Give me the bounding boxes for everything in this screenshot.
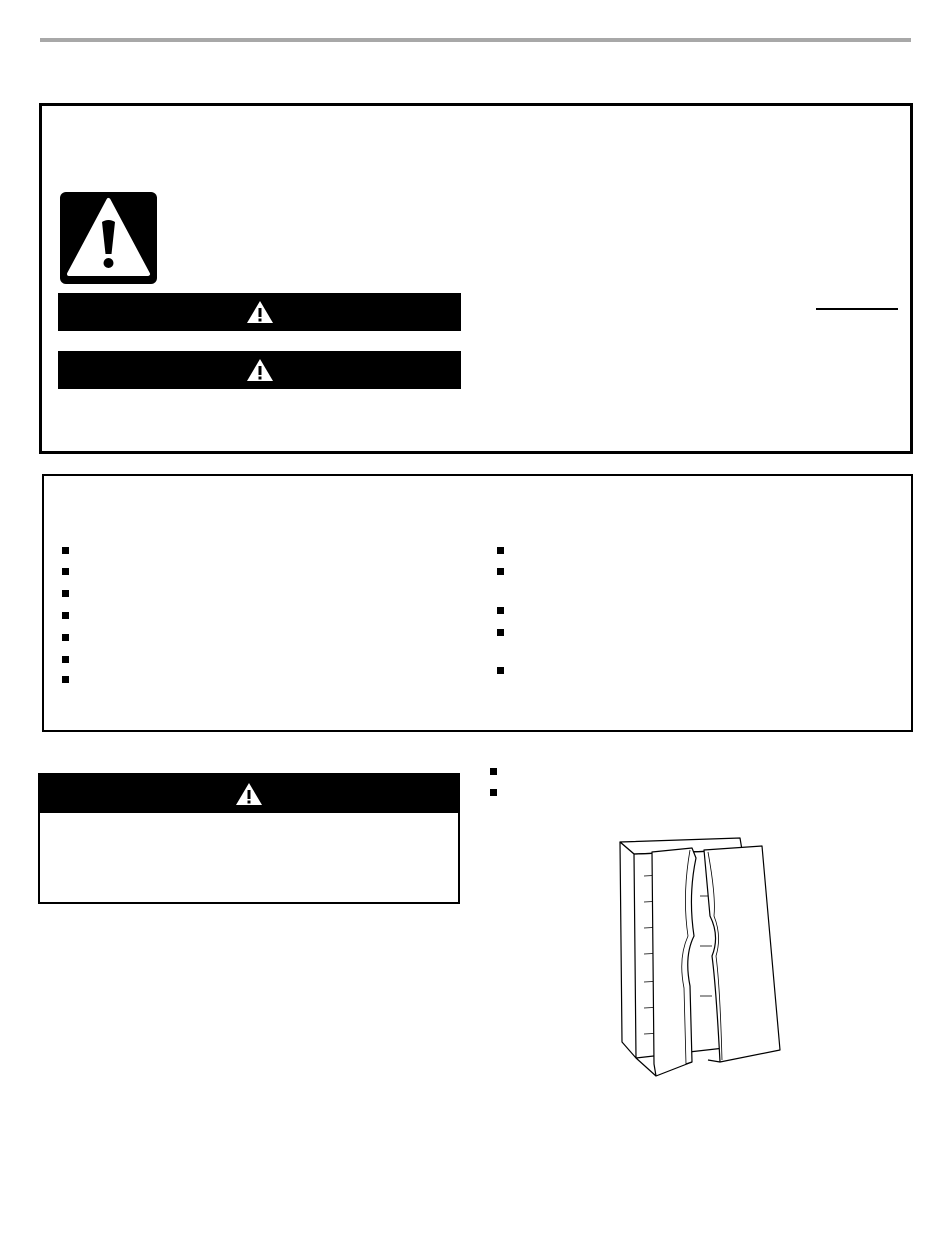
warning-panel (38, 773, 460, 904)
bullet-icon (62, 676, 69, 683)
bullet-icon (497, 629, 504, 636)
top-rule (40, 38, 911, 42)
warning-signal-bar (58, 351, 461, 389)
bullet-icon (490, 768, 497, 775)
warning-panel-signal-bar (40, 775, 458, 813)
warning-triangle-icon (246, 358, 274, 382)
safety-message-box (39, 103, 913, 454)
danger-signal-bar (58, 293, 461, 331)
bullet-icon (62, 634, 69, 641)
bullet-icon (62, 656, 69, 663)
instructions-box (42, 474, 913, 732)
bullet-icon (497, 568, 504, 575)
warning-triangle-icon (235, 782, 263, 806)
bullet-icon (490, 789, 497, 796)
bullet-icon (497, 547, 504, 554)
underlined-text-rule (816, 308, 898, 310)
exclamation-triangle-icon (60, 192, 157, 284)
bullet-icon (62, 612, 69, 619)
bullet-icon (62, 568, 69, 575)
refrigerator-doors-open-illustration (612, 836, 784, 1080)
bullet-icon (497, 667, 504, 674)
bullet-icon (62, 590, 69, 597)
bullet-icon (62, 547, 69, 554)
warning-triangle-icon (246, 300, 274, 324)
bullet-icon (497, 607, 504, 614)
